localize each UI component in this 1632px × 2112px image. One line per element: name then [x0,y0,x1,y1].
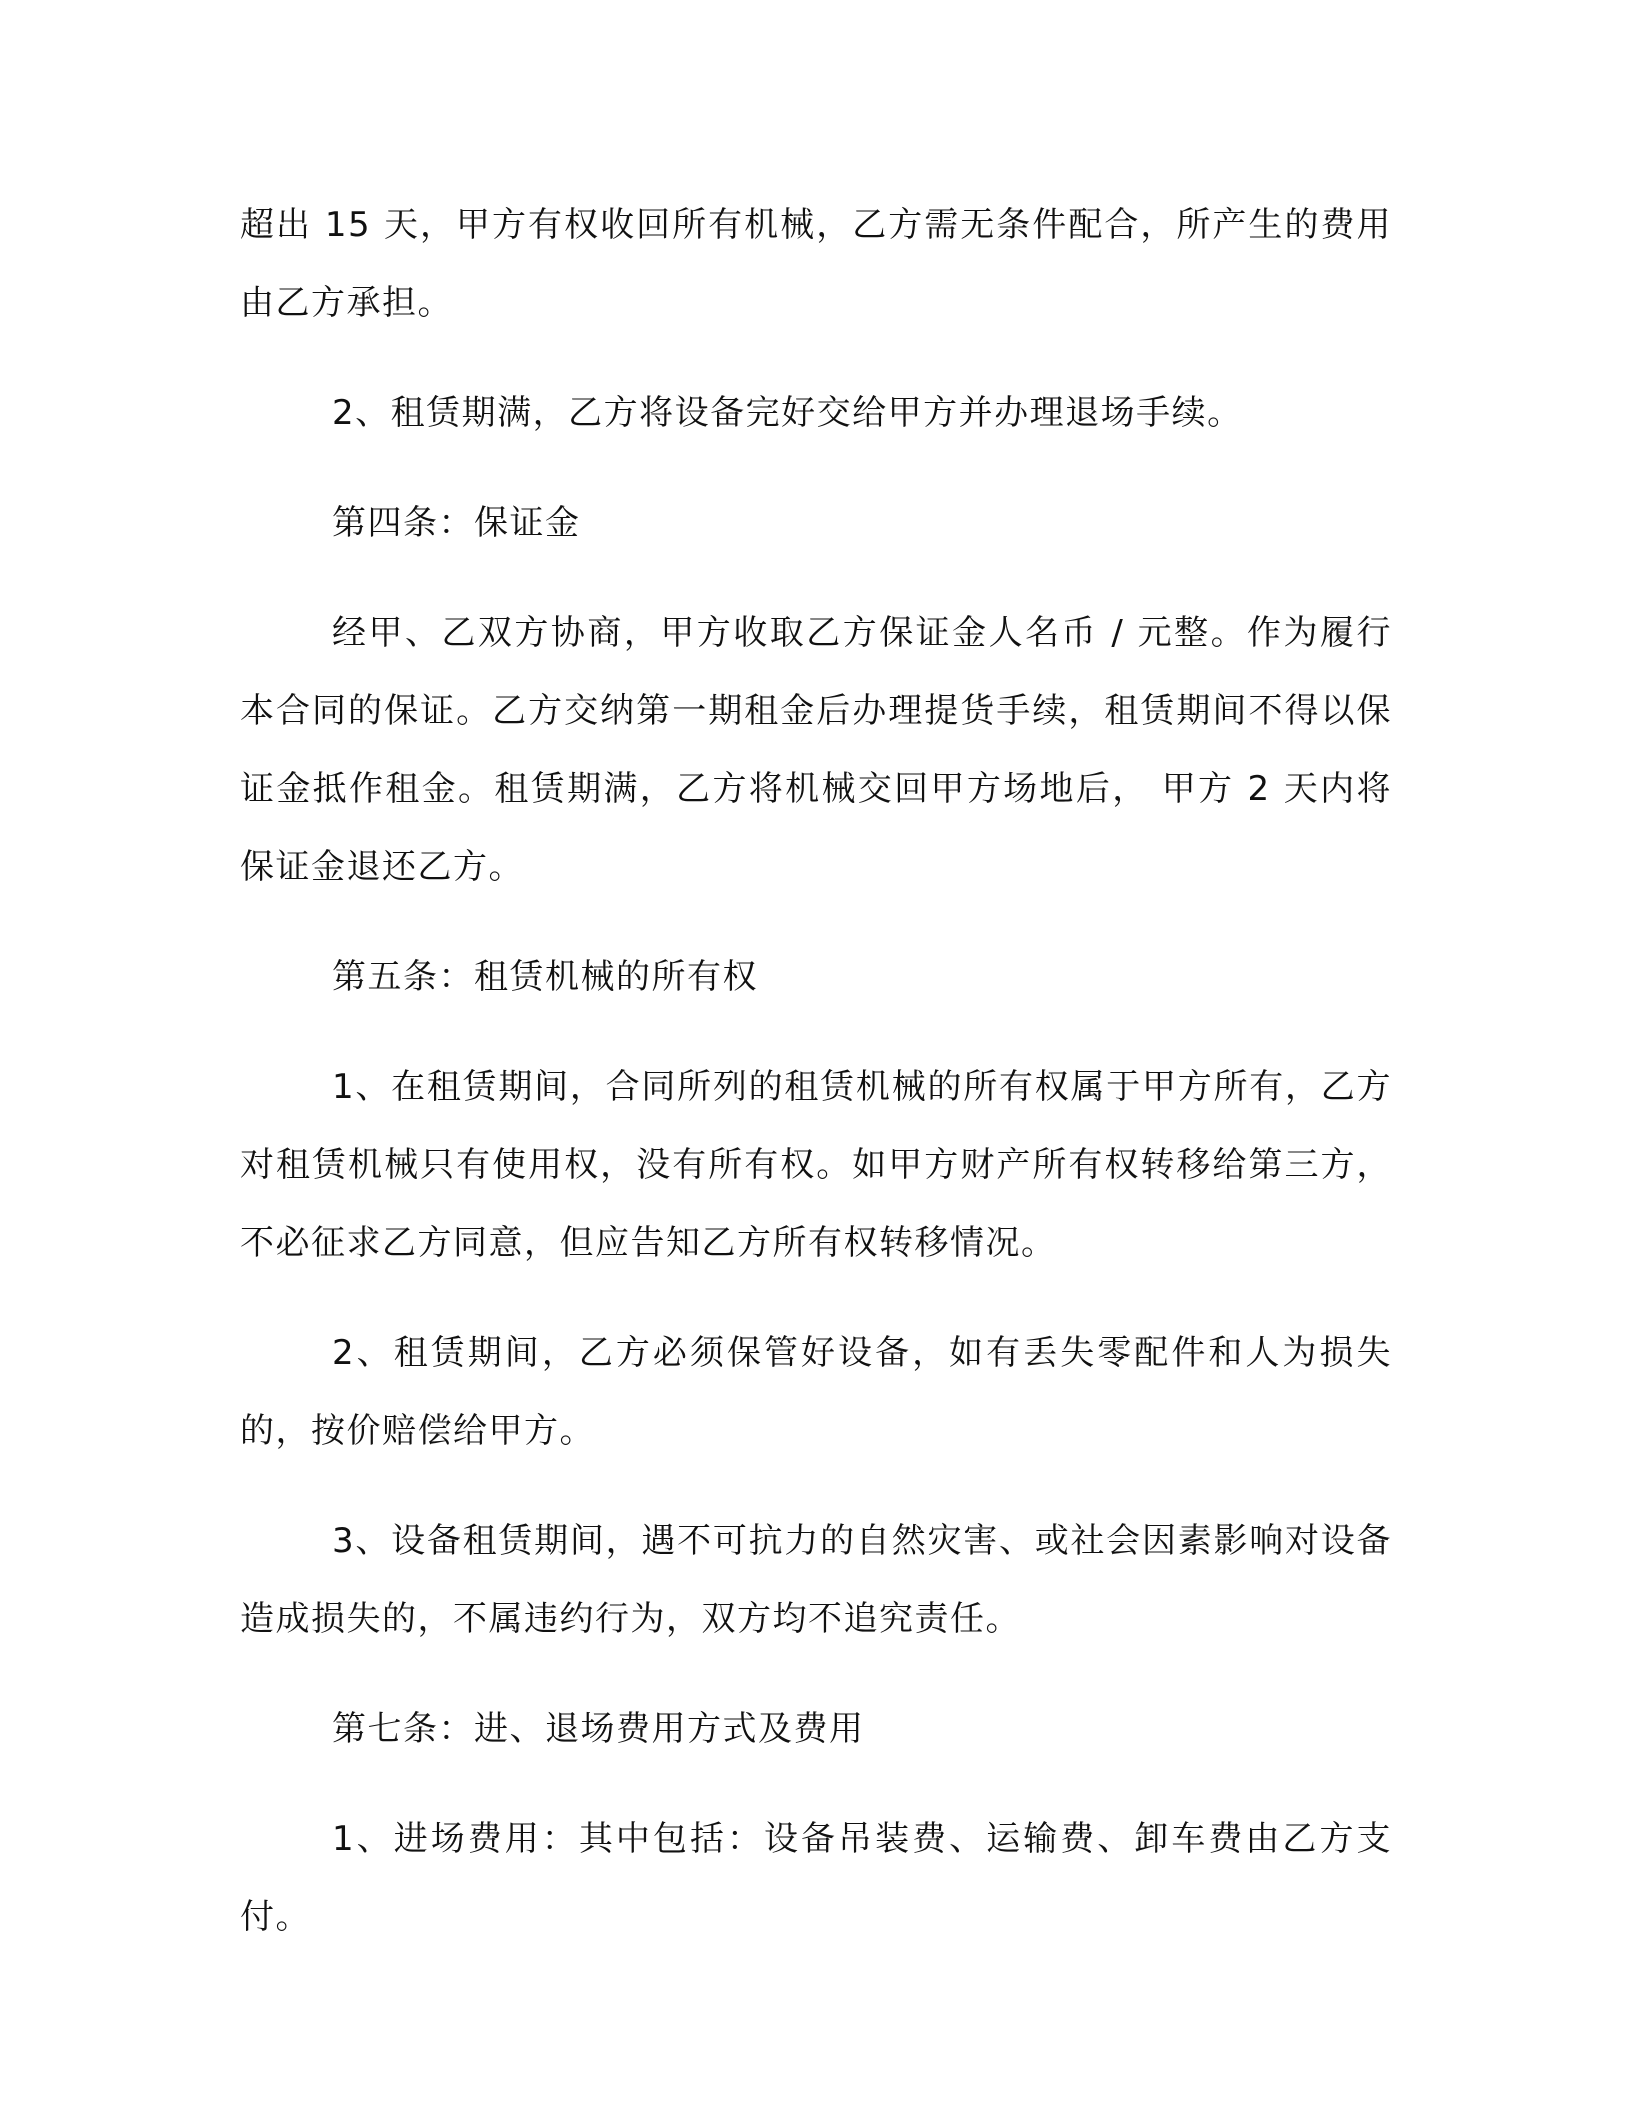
paragraph-entry-fees-item-1: 1、进场费用：其中包括：设备吊装费、运输费、卸车费由乙方支付。 [240,1819,1392,1937]
paragraph-deposit: 经甲、乙双方协商，甲方收取乙方保证金人名币 / 元整。作为履行本合同的保证。乙方交纳第一期租金后办理提货手续，租赁期间不得以保证金抵作租金。租赁期满，乙方将机械交回甲方场地后， 甲方 2 天内将保证金退还乙方。 [240,613,1392,887]
paragraph-continuation: 超出 15 天，甲方有权收回所有机械，乙方需无条件配合，所产生的费用由乙方承担。 [240,205,1392,323]
paragraph-ownership-item-3: 3、设备租赁期间，遇不可抗力的自然灾害、或社会因素影响对设备造成损失的，不属违约行为，双方均不追究责任。 [240,1521,1392,1639]
section-heading-article-4: 第四条：保证金 [332,503,581,543]
paragraph-ownership-item-1: 1、在租赁期间，合同所列的租赁机械的所有权属于甲方所有，乙方对租赁机械只有使用权，没有所有权。如甲方财产所有权转移给第三方，不必征求乙方同意，但应告知乙方所有权转移情况。 [240,1067,1392,1263]
paragraph-ownership-item-2: 2、租赁期间，乙方必须保管好设备，如有丢失零配件和人为损失的，按价赔偿给甲方。 [240,1333,1392,1451]
document-body [240,186,1392,1988]
paragraph-clause-3-item-2: 2、租赁期满，乙方将设备完好交给甲方并办理退场手续。 [332,393,1243,433]
section-heading-article-7: 第七条：进、退场费用方式及费用 [332,1709,865,1749]
section-heading-article-5: 第五条：租赁机械的所有权 [332,957,758,997]
